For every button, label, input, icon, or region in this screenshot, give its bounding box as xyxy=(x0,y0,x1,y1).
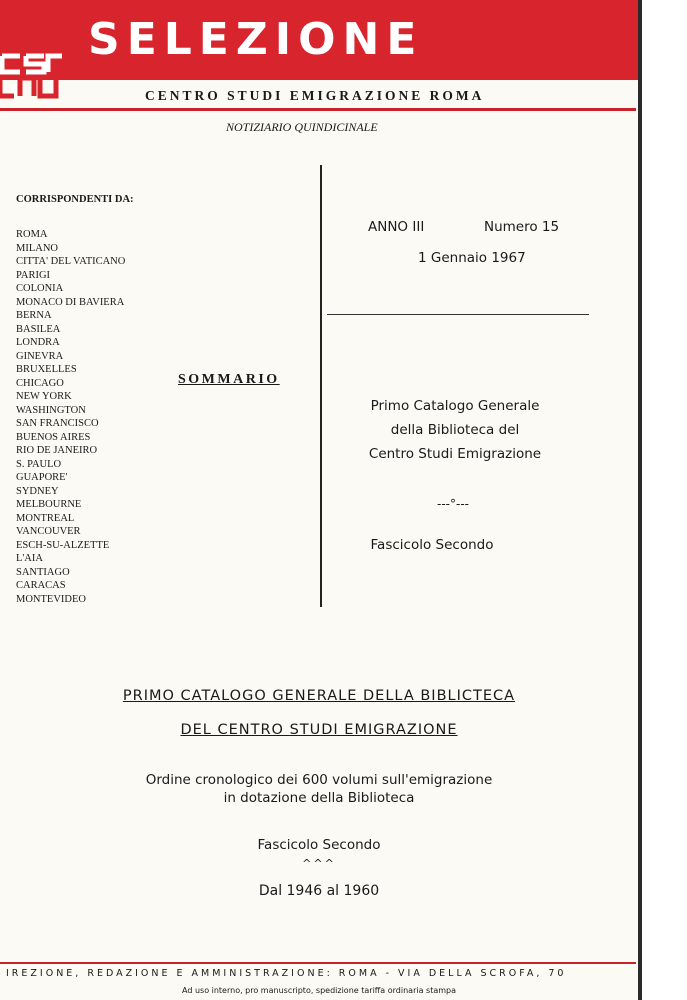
correspondent-city: WASHINGTON xyxy=(16,404,86,416)
footer-note: Ad uso interno, pro manuscripto, spedizione tariffa ordinaria stampa xyxy=(182,986,456,995)
correspondent-city: SANTIAGO xyxy=(16,566,70,578)
masthead-title: SELEZIONE xyxy=(88,14,424,65)
correspondent-city: L'AIA xyxy=(16,553,43,564)
correspondent-city: CARACAS xyxy=(16,580,66,591)
periodicity-label: NOTIZIARIO QUINDICINALE xyxy=(226,120,378,134)
footer-address: IREZIONE, REDAZIONE E AMMINISTRAZIONE: ROMA - VIA DELLA SCROFA, 70 xyxy=(6,968,567,979)
correspondent-city: GINEVRA xyxy=(16,350,64,362)
correspondent-city: MELBOURNE xyxy=(16,499,82,510)
header-rule xyxy=(0,108,636,111)
page-margin xyxy=(642,0,687,1000)
issue-number: Numero 15 xyxy=(484,219,560,235)
summary-separator: ---°--- xyxy=(437,497,469,511)
correspondent-city: BERNA xyxy=(16,310,52,321)
summary-heading: SOMMARIO xyxy=(178,372,280,387)
correspondent-city: ROMA xyxy=(16,229,48,240)
issue-date: 1 Gennaio 1967 xyxy=(418,250,526,266)
logo-icon xyxy=(0,38,62,104)
correspondent-city: BRUXELLES xyxy=(16,364,77,375)
correspondent-city: MONACO DI BAVIERA xyxy=(16,296,125,308)
correspondents-title: CORRISPONDENTI DA: xyxy=(16,194,134,205)
catalog-fascicolo: Fascicolo Secondo xyxy=(257,837,381,853)
correspondent-city: BUENOS AIRES xyxy=(16,431,91,443)
summary-fascicolo: Fascicolo Secondo xyxy=(370,537,494,553)
correspondent-city: CHICAGO xyxy=(16,377,64,389)
catalog-range: Dal 1946 al 1960 xyxy=(258,883,380,899)
correspondent-city: MONTEVIDEO xyxy=(16,593,86,605)
catalog-title: PRIMO CATALOGO GENERALE DELLA BIBLICTECA xyxy=(122,688,516,704)
catalog-description-2: in dotazione della Biblioteca xyxy=(223,790,415,806)
correspondent-city: NEW YORK xyxy=(16,391,72,402)
correspondents-list xyxy=(16,228,125,606)
footer-rule xyxy=(0,962,636,964)
correspondent-city: SAN FRANCISCO xyxy=(16,418,99,429)
correspondent-city: COLONIA xyxy=(16,283,64,294)
correspondent-city: ESCH-SU-ALZETTE xyxy=(16,539,110,551)
issue-year: ANNO III xyxy=(368,219,425,235)
summary-line: della Biblioteca del xyxy=(390,422,520,438)
correspondent-city: CITTA' DEL VATICANO xyxy=(16,256,126,267)
correspondent-city: RIO DE JANEIRO xyxy=(16,445,98,456)
catalog-subtitle: DEL CENTRO STUDI EMIGRAZIONE xyxy=(180,722,458,738)
summary-line: Centro Studi Emigrazione xyxy=(368,446,542,462)
column-divider xyxy=(320,165,322,607)
correspondent-city: LONDRA xyxy=(16,337,60,348)
correspondent-city: MONTREAL xyxy=(16,512,75,524)
correspondent-city: SYDNEY xyxy=(16,485,59,497)
ornament-mark: ^^^ xyxy=(302,857,336,870)
issue-rule xyxy=(327,314,589,315)
correspondent-city: MILANO xyxy=(16,242,58,254)
correspondent-city: BASILEA xyxy=(16,323,61,335)
correspondent-city: S. PAULO xyxy=(16,458,62,470)
summary-line: Primo Catalogo Generale xyxy=(370,398,540,414)
correspondent-city: VANCOUVER xyxy=(16,526,81,537)
correspondent-city: PARIGI xyxy=(16,269,51,281)
catalog-description: Ordine cronologico dei 600 volumi sull'emigrazione xyxy=(145,772,493,788)
correspondent-city: GUAPORE' xyxy=(16,472,68,483)
publisher-subtitle: CENTRO STUDI EMIGRAZIONE ROMA xyxy=(145,88,485,103)
